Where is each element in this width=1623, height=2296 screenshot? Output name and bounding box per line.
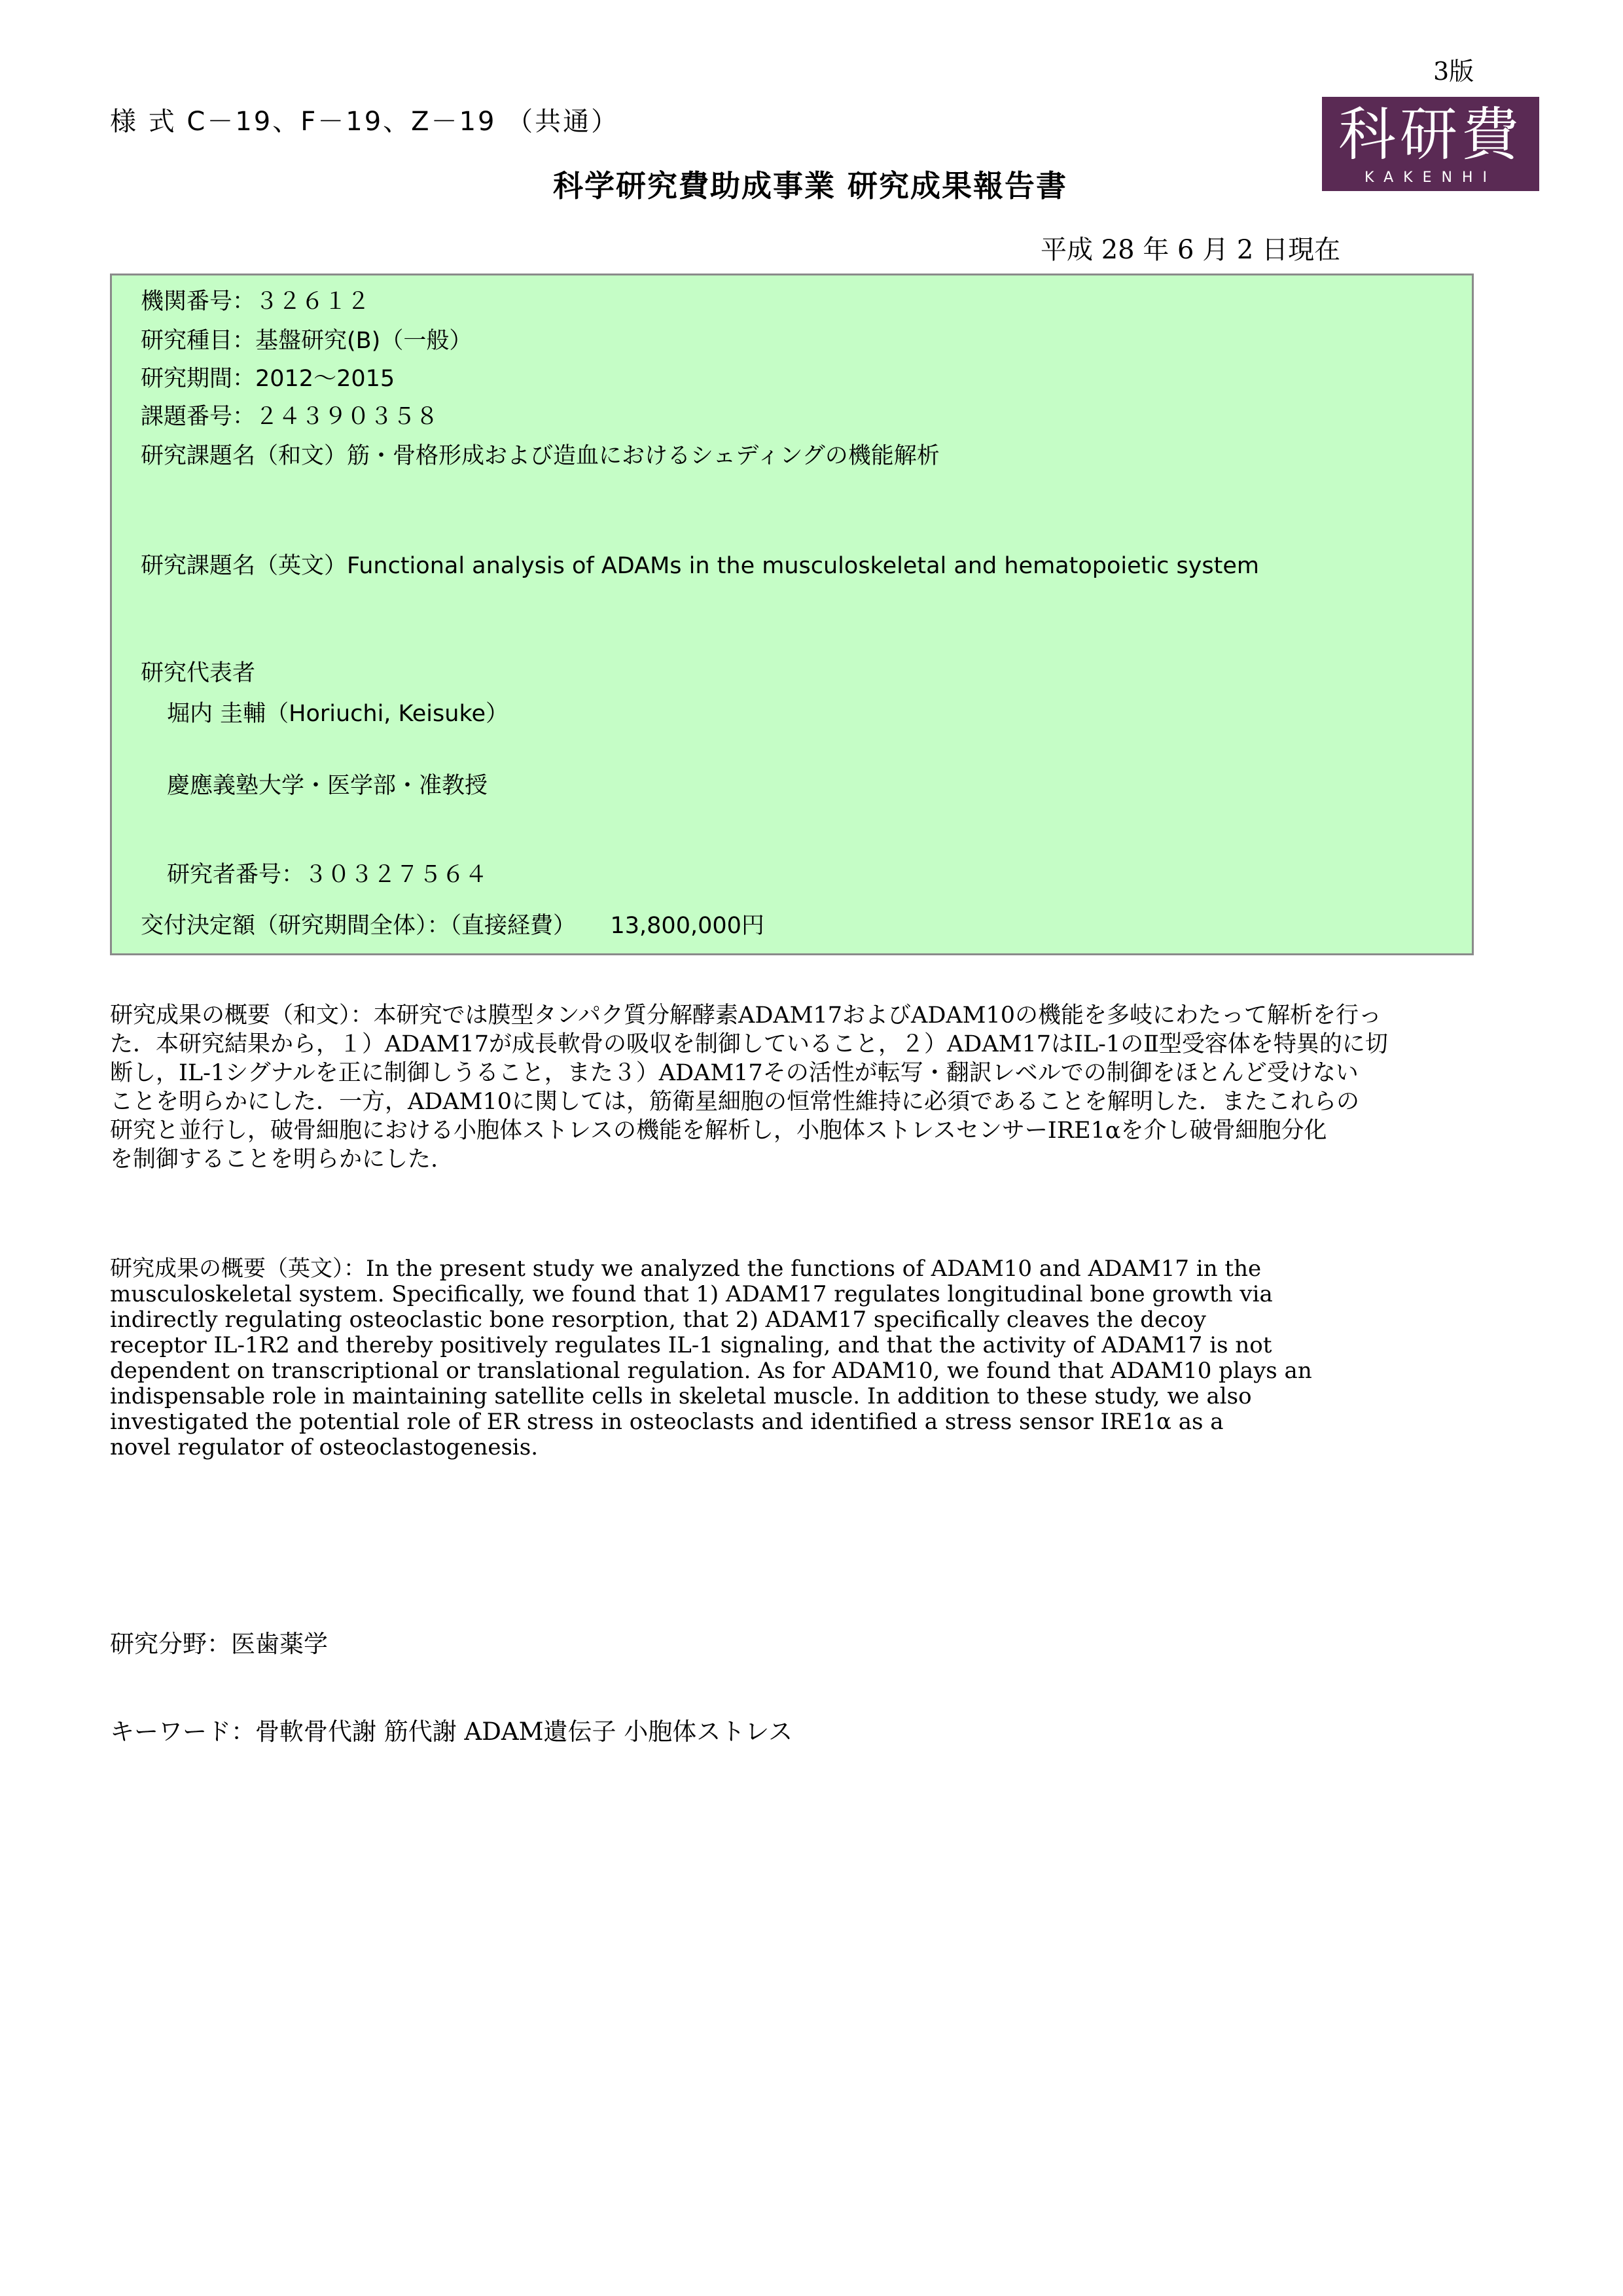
summary-japanese — [110, 1001, 1497, 1174]
summary-ja-line: ことを明らかにした．一方，ADAM10に関しては，筋衛星細胞の恒常性維持に必須であることを解明した．またこれらの — [110, 1089, 1359, 1115]
summary-ja-line: 研究成果の概要（和文）：本研究では膜型タンパク質分解酵素ADAM17およびADAM10の機能を多岐にわたって解析を行っ — [110, 1002, 1382, 1029]
summary-ja-line: 断し，IL-1シグナルを正に制御しうること，また３）ADAM17その活性が転写・翻訳レベルでの制御をほとんど受けない — [110, 1060, 1359, 1086]
representative-label: 研究代表者 — [141, 660, 256, 686]
project-title-ja: 研究課題名（和文）筋・骨格形成および造血におけるシェディングの機能解析 — [141, 443, 940, 469]
summary-en-line: indispensable role in maintaining satellite cells in skeletal muscle. In addition to these study, we also — [110, 1383, 1252, 1409]
research-field: 研究分野：医歯薬学 — [110, 1630, 328, 1658]
summary-en-line: 研究成果の概要（英文）：In the present study we analyzed the functions of ADAM10 and ADAM17 in the — [110, 1256, 1262, 1282]
project-number: 課題番号：２４３９０３５８ — [141, 404, 439, 430]
project-info-box — [110, 274, 1474, 955]
summary-en-line: receptor IL-1R2 and thereby positively regulates IL-1 signaling, and that the activity of ADAM17 is not — [110, 1332, 1272, 1358]
summary-en-line: novel regulator of osteoclastogenesis. — [110, 1434, 539, 1460]
logo-kanji: 科研費 — [1338, 101, 1523, 168]
report-date: 平成 28 年 6 月 2 日現在 — [1041, 235, 1341, 265]
summary-ja-line: 研究と並行し，破骨細胞における小胞体ストレスの機能を解析し，小胞体ストレスセンサーIRE1αを介し破骨細胞分化 — [110, 1118, 1327, 1144]
summary-ja-line: を制御することを明らかにした. — [110, 1146, 438, 1173]
summary-ja-line: た．本研究結果から，１）ADAM17が成長軟骨の吸収を制御していること，２）ADAM17はIL-1のⅡ型受容体を特異的に切 — [110, 1031, 1388, 1057]
summary-en-line: indirectly regulating osteoclastic bone resorption, that 2) ADAM17 specifically cleaves the decoy — [110, 1307, 1206, 1333]
keywords: キーワード：骨軟骨代謝 筋代謝 ADAM遺伝子 小胞体ストレス — [110, 1718, 793, 1746]
kakenhi-logo — [1322, 97, 1539, 191]
edition-label: 3版 — [1433, 57, 1474, 86]
summary-en-line: investigated the potential role of ER stress in osteoclasts and identified a stress sensor IRE1α as a — [110, 1409, 1224, 1435]
research-period: 研究期間：2012～2015 — [141, 366, 395, 392]
research-type: 研究種目：基盤研究(B)（一般） — [141, 328, 473, 354]
researcher-number: 研究者番号：３０３２７５６４ — [167, 862, 488, 888]
form-code: 様 式 C－19、F－19、Z－19 （共通） — [110, 107, 620, 137]
summary-en-line: musculoskeletal system. Specifically, we found that 1) ADAM17 regulates longitudinal bone growth via — [110, 1281, 1273, 1307]
project-title-en: 研究課題名（英文）Functional analysis of ADAMs in the musculoskeletal and hematopoietic system — [141, 553, 1259, 579]
summary-english — [110, 1256, 1497, 1460]
institution-number: 機関番号：３２６１２ — [141, 289, 370, 315]
representative-name: 堀内 圭輔（Horiuchi, Keisuke） — [167, 701, 508, 727]
representative-affiliation: 慶應義塾大学・医学部・准教授 — [167, 773, 488, 799]
summary-en-line: dependent on transcriptional or translational regulation. As for ADAM10, we found that ADAM10 plays an — [110, 1358, 1312, 1384]
logo-roman: KAKENHI — [1364, 169, 1497, 186]
grant-amount: 交付決定額（研究期間全体）：（直接経費） 13,800,000円 — [141, 913, 764, 939]
page-title: 科学研究費助成事業 研究成果報告書 — [553, 168, 1068, 203]
